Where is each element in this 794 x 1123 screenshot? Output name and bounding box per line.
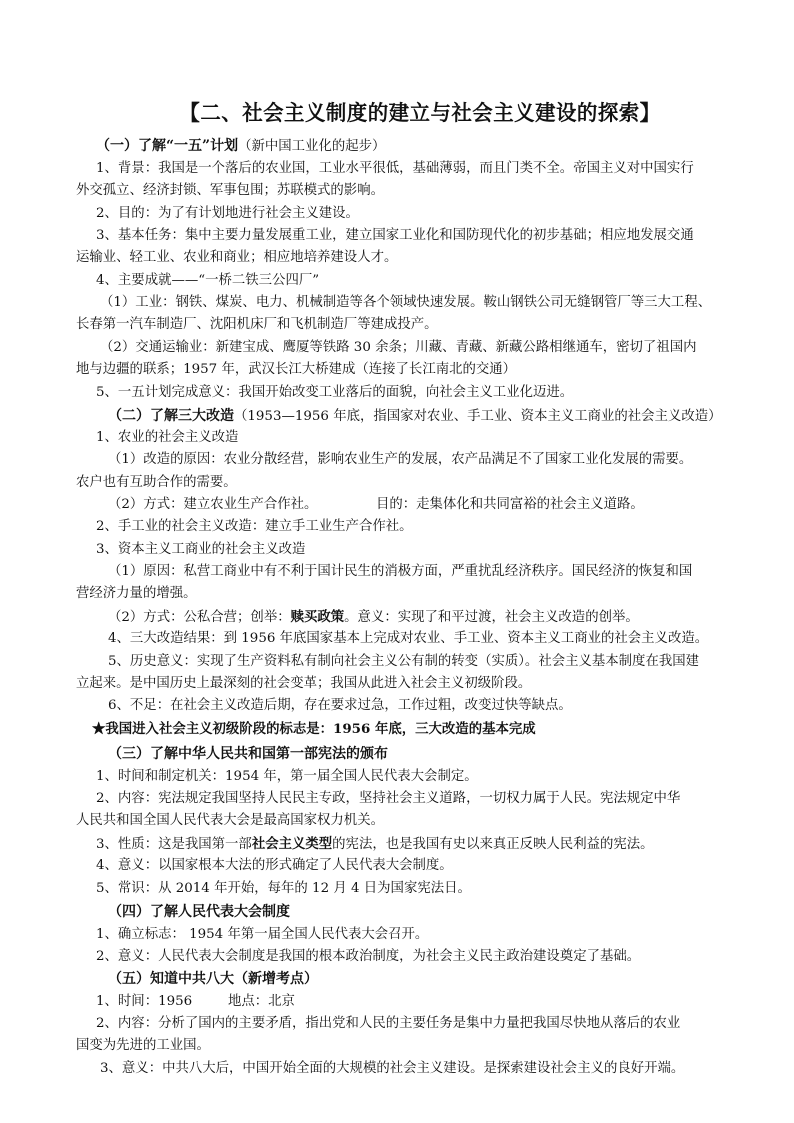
emphasis-text: 赎买政策 <box>290 609 345 625</box>
paragraph: 2、手工业的社会主义改造：建立手工业生产合作社。 <box>96 519 413 534</box>
paragraph: 地与边疆的联系；1957 年，武汉长江大桥建成（连接了长江南北的交通） <box>76 362 517 377</box>
paragraph: 1、时间和制定机关：1954 年，第一届全国人民代表大会制定。 <box>96 769 478 784</box>
paragraph: （1）改造的原因：农业分散经营，影响农业生产的发展，农产品满足不了国家工业化发展的需要。 <box>108 452 693 467</box>
paragraph: （1）工业：钢铁、煤炭、电力、机械制造等各个领域快速发展。鞍山钢铁公司无缝钢管厂等三大工程、 <box>100 295 712 310</box>
section-heading-three-transformations <box>108 406 722 427</box>
emphasis-text: 社会主义类型 <box>251 836 333 852</box>
paragraph: 1、背景：我国是一个落后的农业国，工业水平很低，基础薄弱，而且门类不全。帝国主义对中国实行 <box>96 161 694 176</box>
heading-text: （二）了解三大改造 <box>108 408 234 424</box>
paragraph: （2）交通运输业：新建宝成、鹰厦等铁路 30 余条；川藏、青藏、新藏公路相继通车，密切了祖国内 <box>100 340 697 355</box>
paragraph: 运输业、轻工业、农业和商业；相应地培养建设人才。 <box>76 250 398 265</box>
paragraph: （2）方式：建立农业生产合作社。 <box>108 497 318 512</box>
key-point-note: ★我国进入社会主义初级阶段的标志是：1956 年底，三大改造的基本完成 <box>92 721 536 737</box>
paragraph: 2、目的：为了有计划地进行社会主义建设。 <box>96 206 359 221</box>
paragraph: 4、主要成就——“一桥二铁三公四厂” <box>96 273 320 288</box>
paragraph: 4、三大改造结果：到 1956 年底国家基本上完成对农业、手工业、资本主义工商业的社会主义改造。 <box>108 631 709 646</box>
paragraph: 6、不足：在社会主义改造后期，存在要求过急，工作过粗，改变过快等缺点。 <box>108 698 572 713</box>
paragraph: （1）原因：私营工商业中有不利于国计民生的消极方面，严重扰乱经济秩序。国民经济的恢复和国 <box>108 564 693 579</box>
paragraph: 1、确立标志： 1954 年第一届全国人民代表大会召开。 <box>96 927 429 942</box>
paragraph: 3、意义：中共八大后，中国开始全面的大规模的社会主义建设。是探索建设社会主义的良好开端。 <box>100 1061 685 1076</box>
section-heading-npc-system: （四）了解人民代表大会制度 <box>108 904 290 920</box>
text-run: 。意义：实现了和平过渡，社会主义改造的创举。 <box>344 610 639 625</box>
paragraph: 长春第一汽车制造厂、沈阳机床厂和飞机制造厂等建成投产。 <box>76 317 438 332</box>
text-run: 3、性质：这是我国第一部 <box>96 837 252 852</box>
paragraph <box>108 607 639 628</box>
paragraph: 农户也有互助合作的需要。 <box>76 475 237 490</box>
paragraph: 5、一五计划完成意义：我国开始改变工业落后的面貌，向社会主义工业化迈进。 <box>96 385 574 400</box>
heading-note: （1953—1956 年底，指国家对农业、手工业、资本主义工商业的社会主义改造） <box>234 409 722 424</box>
section-heading-eighth-congress: （五）知道中共八大（新增考点） <box>108 971 318 987</box>
paragraph: 地点：北京 <box>228 994 295 1009</box>
paragraph: 3、资本主义工商业的社会主义改造 <box>96 542 306 557</box>
paragraph: 人民共和国全国人民代表大会是最高国家权力机关。 <box>76 813 384 828</box>
paragraph: 2、内容：宪法规定我国坚持人民民主专政，坚持社会主义道路，一切权力属于人民。宪法规定中华 <box>96 791 681 806</box>
heading-text: （一）了解“一五”计划 <box>96 138 239 154</box>
paragraph <box>96 834 654 855</box>
heading-note: （新中国工业化的起步） <box>238 139 386 154</box>
paragraph: 5、历史意义：实现了生产资料私有制向社会主义公有制的转变（实质）。社会主义基本制度在我国建 <box>108 654 700 669</box>
paragraph: 立起来。是中国历史上最深刻的社会变革；我国从此进入社会主义初级阶段。 <box>76 676 532 691</box>
text-run: （2）方式：公私合营；创举： <box>108 610 291 625</box>
paragraph: 国变为先进的工业国。 <box>76 1038 210 1053</box>
text-run: 的宪法，也是我国有史以来真正反映人民利益的宪法。 <box>332 837 654 852</box>
paragraph: 2、意义：人民代表大会制度是我国的根本政治制度，为社会主义民主政治建设奠定了基础。 <box>96 949 641 964</box>
section-heading-five-year-plan <box>96 136 385 157</box>
paragraph: 营经济力量的增强。 <box>76 586 197 601</box>
paragraph: 2、内容：分析了国内的主要矛盾，指出党和人民的主要任务是集中力量把我国尽快地从落后的农业 <box>96 1016 681 1031</box>
paragraph: 1、时间：1956 <box>96 994 193 1009</box>
paragraph: 3、基本任务：集中主要力量发展重工业，建立国家工业化和国防现代化的初步基础；相应地发展交通 <box>96 228 694 243</box>
page-title: 【二、社会主义制度的建立与社会主义建设的探索】 <box>179 100 661 125</box>
section-heading-constitution: （三）了解中华人民共和国第一部宪法的颁布 <box>108 746 388 762</box>
paragraph: 外交孤立、经济封锁、军事包围；苏联模式的影响。 <box>76 183 384 198</box>
paragraph: 1、农业的社会主义改造 <box>96 430 239 445</box>
paragraph: 5、常识：从 2014 年开始，每年的 12 月 4 日为国家宪法日。 <box>96 881 471 896</box>
paragraph: 4、意义：以国家根本大法的形式确定了人民代表大会制度。 <box>96 858 453 873</box>
paragraph: 目的：走集体化和共同富裕的社会主义道路。 <box>376 497 644 512</box>
